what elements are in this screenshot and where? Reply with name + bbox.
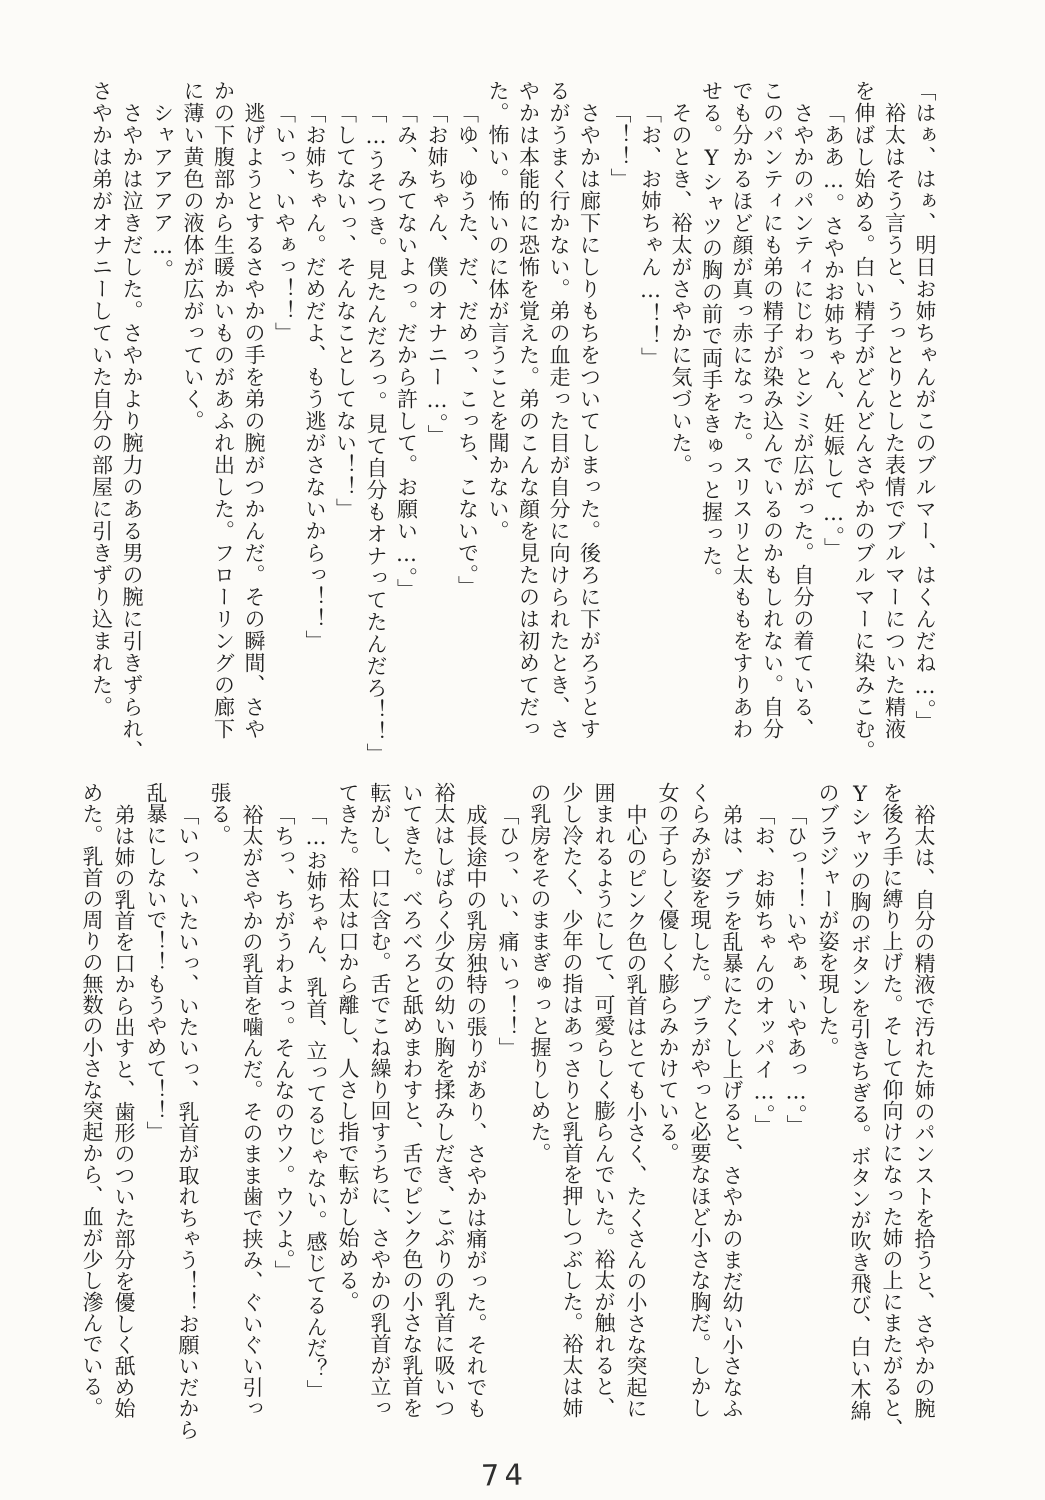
text-column: 「お姉ちゃん、僕のオナニー…。」 <box>425 102 449 447</box>
text-column: さやかのパンティにじわっとシミが広がった。自分の着ている、 <box>791 102 815 741</box>
text-column: 「いっ、いやぁっ！！」 <box>272 102 297 345</box>
text-column: 中心のピンク色の乳首はとても小さく、たくさんの小さな突起に <box>624 804 648 1419</box>
text-column: Yシャツの胸のボタンを引きちぎる。ボタンが吹き飛び、白い木綿 <box>848 782 872 1421</box>
text-column: 「ちっ、ちがうわよっ。そんなのウソ。ウソよ。」 <box>272 804 296 1282</box>
text-column: くらみが姿を現した。ブラがやっと必要なほど小さな胸だ。しかし <box>688 782 712 1418</box>
text-column: 成長途中の乳房独特の張りがあり、さやかは痛がった。それでも <box>464 804 488 1419</box>
text-column: シャアアアア…。 <box>150 102 175 282</box>
text-column: に薄い黄色の液体が広がっていく。 <box>181 80 205 432</box>
text-column: を後ろ手に縛り上げた。そして仰向けになった姉の上にまたがると、 <box>880 782 904 1440</box>
text-column: さやかは弟がオナニーしていた自分の部屋に引きずり込まれた。 <box>89 80 114 718</box>
text-column: めた。乳首の周りの無数の小さな突起から、血が少し滲んでいる。 <box>80 782 104 1418</box>
text-column: 「ひっ、い、痛いっ！！」 <box>496 804 520 1059</box>
text-column: さやかは廊下にしりもちをついてしまった。後ろに下がろうとす <box>577 102 602 741</box>
text-block-top <box>86 80 940 766</box>
text-column: さやかは泣きだした。さやかより腕力のある男の腕に引きずられ、 <box>120 102 144 763</box>
text-column: 「いっ、いたいっ、いたいっ、乳首が取れちゃう！！お願いだから <box>176 804 200 1441</box>
text-column: せる。Yシャツの胸の前で両手をきゅっと握った。 <box>699 80 724 589</box>
text-column: かの下腹部から生暖かいものがあふれ出した。フローリングの廊下 <box>211 80 236 740</box>
text-block-bottom <box>76 782 940 1452</box>
text-column: てきた。裕太は口から離し、人さし指で転がし始める。 <box>336 782 360 1312</box>
text-column: このパンティにも弟の精子が染み込んでいるのかもしれない。自分 <box>760 80 785 740</box>
text-column: 弟は、ブラを乱暴にたくし上げると、さやかのまだ幼い小さなふ <box>720 804 744 1419</box>
text-column: 裕太はそう言うと、うっとりとした表情でブルマーについた精液 <box>882 102 907 741</box>
text-column: いてきた。べろべろと舐めまわすと、舌でピンク色の小さな乳首を <box>400 782 424 1419</box>
text-column: 女の子らしく優しく膨らみかけている。 <box>656 782 680 1164</box>
text-column: そのとき、裕太がさやかに気づいた。 <box>669 102 693 477</box>
text-column: 転がし、口に含む。舌でこね繰り回すうちに、さやかの乳首が立っ <box>368 782 392 1419</box>
text-column: た。怖い。怖いのに体が言うことを聞かない。 <box>486 80 510 542</box>
page-number: 74 <box>480 1457 529 1493</box>
text-column: 「ひっ！！いやぁ、いやあっ…。」 <box>784 804 808 1136</box>
text-column: 裕太がさやかの乳首を噛んだ。そのまま歯で挟み、ぐいぐい引っ <box>240 804 264 1419</box>
text-column: 「はぁ、はぁ、明日お姉ちゃんがこのブルマー、はくんだね…。」 <box>913 80 937 733</box>
text-column: 「み、みてないよっ。だから許して。お願い…。」 <box>394 102 419 601</box>
text-column: るがうまく行かない。弟の血走った目が自分に向けられたとき、さ <box>547 80 571 740</box>
text-column: 弟は姉の乳首を口から出すと、歯形のついた部分を優しく舐め始 <box>112 804 136 1419</box>
text-column: でも分かるほど顔が真っ赤になった。スリスリと太ももをすりあわ <box>730 80 754 740</box>
text-column: 「…うそつき。見たんだろっ。見て自分もオナってたんだろ！！」 <box>364 102 388 766</box>
text-column: やかは本能的に恐怖を覚えた。弟のこんな顔を見たのは初めてだっ <box>516 80 541 740</box>
text-column: の乳房をそのままぎゅっと握りしめた。 <box>528 782 552 1164</box>
text-column: 逃げようとするさやかの手を弟の腕がつかんだ。その瞬間、さや <box>242 102 266 741</box>
text-column: 少し冷たく、少年の指はあっさりと乳首を押しつぶした。裕太は姉 <box>560 782 584 1418</box>
text-column: のブラジャーが姿を現した。 <box>816 782 840 1058</box>
text-column: 裕太は、自分の精液で汚れた姉のパンストを拾うと、さやかの腕 <box>912 804 936 1419</box>
text-column: 「！！」 <box>608 102 632 191</box>
text-column: を伸ばし始める。白い精子がどんどんさやかのブルマーに染みこむ。 <box>852 80 876 762</box>
text-column: 「…お姉ちゃん、乳首、立ってるじゃない。感じてるんだ？」 <box>304 804 328 1401</box>
text-column: 張る。 <box>208 782 232 846</box>
text-column: 「ああ…。さやかお姉ちゃん、妊娠して…。」 <box>821 102 846 560</box>
text-column: 乱暴にしないで！！もうやめて！！」 <box>144 782 168 1143</box>
text-column: 「ゆ、ゆうた、だ、だめっ、こっち、こないで。」 <box>455 102 480 598</box>
text-column: 「お姉ちゃん。だめだよ、もう逃がさないからっ！！」 <box>303 102 327 653</box>
text-column: 囲まれるようにして、可愛らしく膨らんでいた。裕太が触れると、 <box>592 782 616 1418</box>
text-column: 「お、お姉ちゃん…！！」 <box>638 102 663 370</box>
text-column: 「お、お姉ちゃんのオッパイ…。」 <box>752 804 776 1136</box>
text-column: 「してないっ、そんなことしてない！！」 <box>333 102 358 521</box>
text-column: 裕太はしばらく少女の幼い胸を揉みしだき、こぶりの乳首に吸いつ <box>432 782 456 1418</box>
